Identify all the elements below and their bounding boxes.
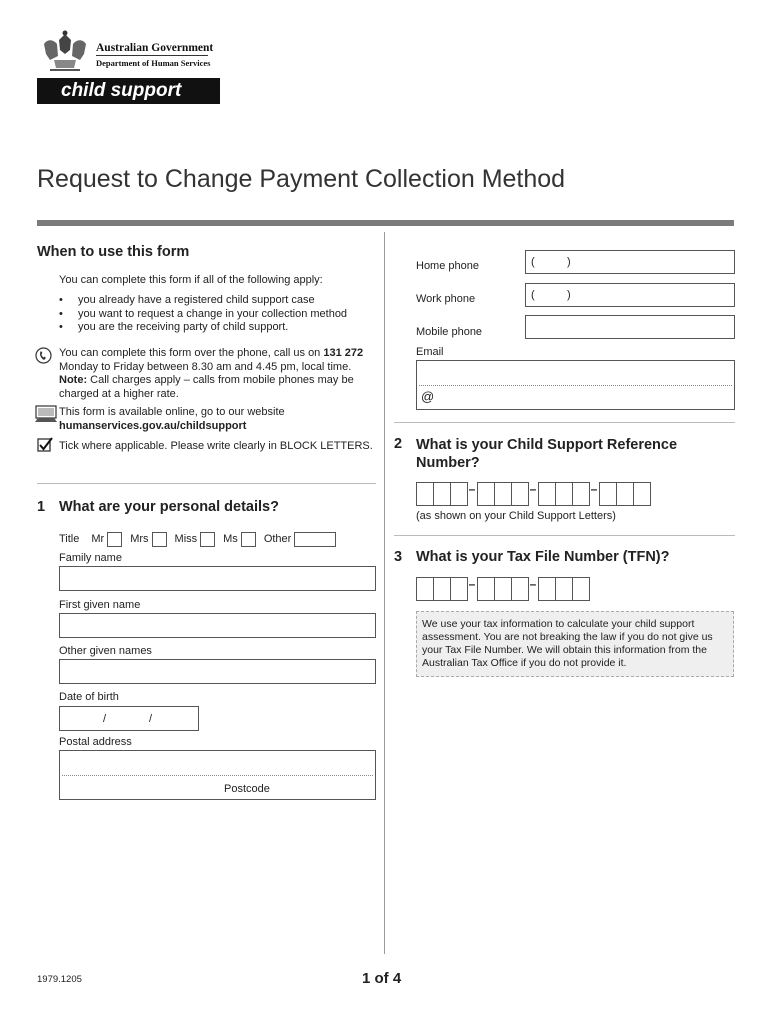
at-symbol: @ [421, 389, 435, 404]
area-code-open: ( [531, 289, 535, 301]
computer-icon [35, 405, 57, 423]
area-code-open: ( [531, 256, 535, 268]
work-phone-field[interactable] [525, 283, 735, 307]
tfn-digit-cell[interactable] [494, 577, 512, 601]
crn-digit-cell[interactable] [433, 482, 451, 506]
home-phone-label: Home phone [416, 260, 479, 272]
title-label: Title [59, 532, 80, 545]
title-rule [37, 220, 734, 226]
tick-instruction: Tick where applicable. Please write clearly in BLOCK LETTERS. [59, 440, 373, 452]
family-name-label: Family name [59, 552, 122, 564]
area-code-close: ) [567, 256, 571, 268]
q1-heading: What are your personal details? [59, 499, 279, 515]
crn-dash: – [590, 482, 598, 496]
crn-dash: – [529, 482, 537, 496]
postal-label: Postal address [59, 736, 132, 748]
form-code: 1979.1205 [37, 974, 82, 985]
title-mr-checkbox[interactable] [107, 532, 122, 547]
phone-number: 131 272 [323, 347, 364, 359]
crn-dash: – [468, 482, 476, 496]
mobile-phone-field[interactable] [525, 315, 735, 339]
online-info: This form is available online, go to our website humanservices.gov.au/childsupport [59, 406, 285, 432]
q2-heading: What is your Child Support Reference Number? [416, 437, 678, 471]
crn-digit-cell[interactable] [633, 482, 651, 506]
checkbox-tick-icon [37, 437, 53, 453]
address-guide-line [62, 775, 373, 776]
website-link[interactable]: humanservices.gov.au/childsupport [59, 419, 247, 432]
first-name-field[interactable] [59, 613, 376, 638]
tfn-digit-cell[interactable] [477, 577, 495, 601]
phone-icon [35, 347, 52, 364]
intro-bullets [56, 294, 376, 335]
tfn-digit-cell[interactable] [450, 577, 468, 601]
section-divider [394, 422, 735, 423]
note-label: Note: [59, 374, 88, 386]
tfn-dash: – [529, 577, 537, 591]
crn-digit-cell[interactable] [494, 482, 512, 506]
title-options: Title Mr Mrs Miss Ms Other [59, 532, 336, 547]
area-code-close: ) [567, 289, 571, 301]
home-phone-field[interactable] [525, 250, 735, 274]
tfn-privacy-note: We use your tax information to calculate your child support assessment. You are not breaking the law if you do not give us your Tax File Number. We will obtain this information from the Australian Tax Office if you do not provide it. [416, 611, 734, 677]
work-phone-label: Work phone [416, 293, 476, 305]
q2-number: 2 [394, 436, 403, 452]
title-mrs-checkbox[interactable] [152, 532, 167, 547]
page-number: 1 of 4 [362, 970, 402, 987]
dob-separator: / [149, 713, 153, 725]
q3-number: 3 [394, 549, 403, 565]
dob-field[interactable] [59, 706, 199, 731]
crn-digit-cell[interactable] [599, 482, 617, 506]
list-item: • you want to request a change in your collection method [56, 308, 376, 322]
family-name-field[interactable] [59, 566, 376, 591]
list-item: • you already have a registered child support case [56, 294, 376, 308]
email-label: Email [416, 346, 444, 358]
intro-heading: When to use this form [37, 244, 190, 260]
crn-digit-cell[interactable] [538, 482, 556, 506]
column-divider [384, 232, 385, 954]
tfn-digit-cell[interactable] [572, 577, 590, 601]
form-title: Request to Change Payment Collection Method [37, 165, 566, 193]
crn-digit-cell[interactable] [572, 482, 590, 506]
other-names-label: Other given names [59, 645, 152, 657]
title-other-field[interactable] [294, 532, 336, 547]
crn-digit-cell[interactable] [450, 482, 468, 506]
intro-lead: You can complete this form if all of the following apply: [59, 274, 323, 286]
postcode-label: Postcode [224, 783, 270, 795]
email-guide-line [419, 385, 732, 386]
mobile-phone-label: Mobile phone [416, 326, 483, 338]
department-name: Department of Human Services [96, 58, 211, 68]
crn-hint: (as shown on your Child Support Letters) [416, 510, 616, 522]
crn-digit-cell[interactable] [477, 482, 495, 506]
crn-digit-cell[interactable] [616, 482, 634, 506]
dob-label: Date of birth [59, 691, 119, 703]
crn-digit-cell[interactable] [511, 482, 529, 506]
tfn-digit-cell[interactable] [511, 577, 529, 601]
tfn-digit-cell[interactable] [538, 577, 556, 601]
tfn-digit-cell[interactable] [433, 577, 451, 601]
tfn-digit-cell[interactable] [416, 577, 434, 601]
q1-number: 1 [37, 499, 46, 515]
first-name-label: First given name [59, 599, 141, 611]
government-name: Australian Government [96, 42, 214, 54]
tfn-cells [416, 577, 589, 601]
header-divider [96, 55, 208, 56]
title-ms-checkbox[interactable] [241, 532, 256, 547]
dob-separator: / [103, 713, 107, 725]
email-field[interactable] [416, 360, 735, 410]
list-item: • you are the receiving party of child support. [56, 321, 376, 335]
title-miss-checkbox[interactable] [200, 532, 215, 547]
section-divider [37, 483, 376, 484]
section-divider [394, 535, 735, 536]
brand-banner: child support [37, 78, 220, 104]
other-names-field[interactable] [59, 659, 376, 684]
phone-info: You can complete this form over the phone, call us on 131 272 Monday to Friday between 8.30 am and 4.45 pm, local time. Note: Call charges apply – calls from mobile phones may be charged at a higher rate. [59, 347, 364, 400]
q3-heading: What is your Tax File Number (TFN)? [416, 549, 670, 565]
crn-digit-cell[interactable] [416, 482, 434, 506]
tfn-digit-cell[interactable] [555, 577, 573, 601]
postal-address-field[interactable] [59, 750, 376, 800]
crn-cells [416, 482, 650, 506]
tfn-dash: – [468, 577, 476, 591]
crn-digit-cell[interactable] [555, 482, 573, 506]
crest-icon [40, 30, 90, 74]
